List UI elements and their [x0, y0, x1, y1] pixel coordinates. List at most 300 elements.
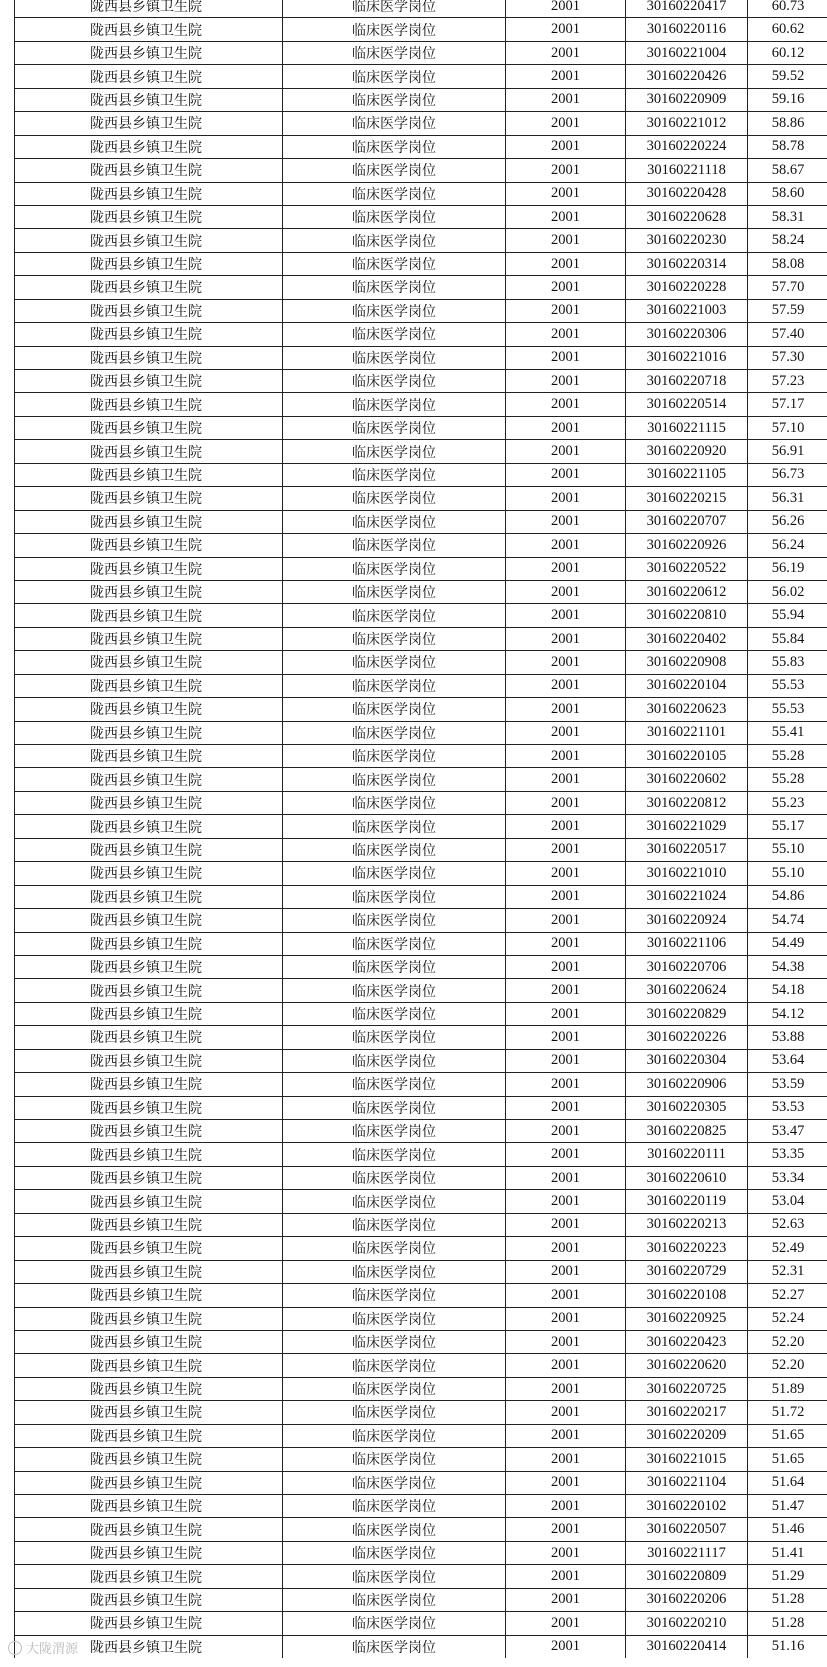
post-code-cell: 2001 — [506, 651, 626, 674]
ticket-number-cell: 30160220226 — [626, 1026, 748, 1049]
table-row — [15, 651, 827, 674]
post-code-cell: 2001 — [506, 1307, 626, 1330]
table-row — [15, 1284, 827, 1307]
score-cell: 51.65 — [748, 1448, 827, 1471]
score-cell: 55.83 — [748, 651, 827, 674]
unit-cell: 陇西县乡镇卫生院 — [15, 557, 283, 580]
unit-cell: 陇西县乡镇卫生院 — [15, 229, 283, 252]
table-row — [15, 698, 827, 721]
ticket-number-cell: 30160220725 — [626, 1377, 748, 1400]
score-cell: 57.17 — [748, 393, 827, 416]
score-cell: 51.16 — [748, 1635, 827, 1658]
unit-cell: 陇西县乡镇卫生院 — [15, 205, 283, 228]
unit-cell: 陇西县乡镇卫生院 — [15, 112, 283, 135]
table-row — [15, 510, 827, 533]
ticket-number-cell: 30160220623 — [626, 698, 748, 721]
score-cell: 55.53 — [748, 674, 827, 697]
post-cell: 临床医学岗位 — [283, 557, 506, 580]
table-row — [15, 299, 827, 322]
post-cell: 临床医学岗位 — [283, 932, 506, 955]
post-cell: 临床医学岗位 — [283, 1002, 506, 1025]
table-row — [15, 1237, 827, 1260]
ticket-number-cell: 30160220809 — [626, 1565, 748, 1588]
score-cell: 56.19 — [748, 557, 827, 580]
ticket-number-cell: 30160220111 — [626, 1143, 748, 1166]
score-cell: 55.28 — [748, 768, 827, 791]
post-code-cell: 2001 — [506, 955, 626, 978]
unit-cell: 陇西县乡镇卫生院 — [15, 885, 283, 908]
score-cell: 58.31 — [748, 205, 827, 228]
table-row — [15, 1401, 827, 1424]
ticket-number-cell: 30160220306 — [626, 323, 748, 346]
ticket-number-cell: 30160220402 — [626, 627, 748, 650]
table-row — [15, 1330, 827, 1353]
ticket-number-cell: 30160220628 — [626, 205, 748, 228]
unit-cell: 陇西县乡镇卫生院 — [15, 721, 283, 744]
ticket-number-cell: 30160220908 — [626, 651, 748, 674]
unit-cell: 陇西县乡镇卫生院 — [15, 838, 283, 861]
score-cell: 54.86 — [748, 885, 827, 908]
post-code-cell: 2001 — [506, 1471, 626, 1494]
post-cell: 临床医学岗位 — [283, 745, 506, 768]
post-code-cell: 2001 — [506, 1237, 626, 1260]
unit-cell: 陇西县乡镇卫生院 — [15, 1518, 283, 1541]
post-code-cell: 2001 — [506, 698, 626, 721]
ticket-number-cell: 30160221118 — [626, 159, 748, 182]
score-cell: 55.10 — [748, 862, 827, 885]
unit-cell: 陇西县乡镇卫生院 — [15, 159, 283, 182]
post-cell: 临床医学岗位 — [283, 135, 506, 158]
table-row — [15, 1190, 827, 1213]
post-code-cell: 2001 — [506, 41, 626, 64]
table-row — [15, 1026, 827, 1049]
table-row — [15, 370, 827, 393]
watermark — [8, 1638, 78, 1657]
post-code-cell: 2001 — [506, 205, 626, 228]
post-cell: 临床医学岗位 — [283, 229, 506, 252]
ticket-number-cell: 30160220612 — [626, 580, 748, 603]
post-cell: 临床医学岗位 — [283, 510, 506, 533]
post-cell: 临床医学岗位 — [283, 1260, 506, 1283]
ticket-number-cell: 30160220230 — [626, 229, 748, 252]
post-cell: 临床医学岗位 — [283, 1635, 506, 1658]
results-table — [14, 0, 827, 1658]
unit-cell: 陇西县乡镇卫生院 — [15, 88, 283, 111]
table-row — [15, 393, 827, 416]
post-cell: 临床医学岗位 — [283, 604, 506, 627]
score-cell: 54.12 — [748, 1002, 827, 1025]
ticket-number-cell: 30160221105 — [626, 463, 748, 486]
post-cell: 临床医学岗位 — [283, 1213, 506, 1236]
unit-cell: 陇西县乡镇卫生院 — [15, 791, 283, 814]
score-cell: 51.65 — [748, 1424, 827, 1447]
ticket-number-cell: 30160220417 — [626, 0, 748, 18]
post-code-cell: 2001 — [506, 1026, 626, 1049]
post-code-cell: 2001 — [506, 1495, 626, 1518]
unit-cell: 陇西县乡镇卫生院 — [15, 627, 283, 650]
unit-cell: 陇西县乡镇卫生院 — [15, 346, 283, 369]
post-cell: 临床医学岗位 — [283, 393, 506, 416]
score-cell: 59.16 — [748, 88, 827, 111]
score-cell: 55.94 — [748, 604, 827, 627]
unit-cell: 陇西县乡镇卫生院 — [15, 1284, 283, 1307]
table-row — [15, 65, 827, 88]
score-cell: 57.59 — [748, 299, 827, 322]
table-row — [15, 1073, 827, 1096]
score-cell: 57.30 — [748, 346, 827, 369]
score-cell: 56.31 — [748, 487, 827, 510]
unit-cell: 陇西县乡镇卫生院 — [15, 1354, 283, 1377]
post-cell: 临床医学岗位 — [283, 698, 506, 721]
post-code-cell: 2001 — [506, 0, 626, 18]
score-cell: 51.46 — [748, 1518, 827, 1541]
table-row — [15, 88, 827, 111]
table-row — [15, 1424, 827, 1447]
table-row — [15, 534, 827, 557]
post-cell: 临床医学岗位 — [283, 651, 506, 674]
ticket-number-cell: 30160220119 — [626, 1190, 748, 1213]
ticket-number-cell: 30160220610 — [626, 1166, 748, 1189]
table-row — [15, 1518, 827, 1541]
post-code-cell: 2001 — [506, 932, 626, 955]
watermark-text: 大陇渭源 — [26, 1642, 79, 1657]
unit-cell: 陇西县乡镇卫生院 — [15, 416, 283, 439]
unit-cell: 陇西县乡镇卫生院 — [15, 1588, 283, 1611]
post-cell: 临床医学岗位 — [283, 1354, 506, 1377]
post-code-cell: 2001 — [506, 1635, 626, 1658]
post-cell: 临床医学岗位 — [283, 463, 506, 486]
post-code-cell: 2001 — [506, 440, 626, 463]
ticket-number-cell: 30160220209 — [626, 1424, 748, 1447]
score-cell: 58.86 — [748, 112, 827, 135]
post-cell: 临床医学岗位 — [283, 323, 506, 346]
score-cell: 55.53 — [748, 698, 827, 721]
post-code-cell: 2001 — [506, 604, 626, 627]
score-cell: 57.10 — [748, 416, 827, 439]
post-cell: 临床医学岗位 — [283, 18, 506, 41]
table-row — [15, 1307, 827, 1330]
post-code-cell: 2001 — [506, 1284, 626, 1307]
ticket-number-cell: 30160220116 — [626, 18, 748, 41]
post-code-cell: 2001 — [506, 1096, 626, 1119]
unit-cell: 陇西县乡镇卫生院 — [15, 1166, 283, 1189]
score-cell: 51.47 — [748, 1495, 827, 1518]
unit-cell: 陇西县乡镇卫生院 — [15, 276, 283, 299]
post-cell: 临床医学岗位 — [283, 252, 506, 275]
score-cell: 55.23 — [748, 791, 827, 814]
post-cell: 临床医学岗位 — [283, 955, 506, 978]
unit-cell: 陇西县乡镇卫生院 — [15, 1237, 283, 1260]
score-cell: 56.91 — [748, 440, 827, 463]
table-row — [15, 862, 827, 885]
score-cell: 56.26 — [748, 510, 827, 533]
post-code-cell: 2001 — [506, 1448, 626, 1471]
unit-cell: 陇西县乡镇卫生院 — [15, 955, 283, 978]
post-cell: 临床医学岗位 — [283, 1049, 506, 1072]
unit-cell: 陇西县乡镇卫生院 — [15, 1307, 283, 1330]
post-code-cell: 2001 — [506, 88, 626, 111]
post-cell: 临床医学岗位 — [283, 580, 506, 603]
table-row — [15, 1495, 827, 1518]
post-code-cell: 2001 — [506, 18, 626, 41]
ticket-number-cell: 30160221024 — [626, 885, 748, 908]
ticket-number-cell: 30160220706 — [626, 955, 748, 978]
unit-cell: 陇西县乡镇卫生院 — [15, 1260, 283, 1283]
ticket-number-cell: 30160220105 — [626, 745, 748, 768]
score-cell: 55.84 — [748, 627, 827, 650]
unit-cell: 陇西县乡镇卫生院 — [15, 1635, 283, 1658]
post-cell: 临床医学岗位 — [283, 1143, 506, 1166]
score-cell: 55.41 — [748, 721, 827, 744]
ticket-number-cell: 30160220810 — [626, 604, 748, 627]
score-cell: 53.53 — [748, 1096, 827, 1119]
post-cell: 临床医学岗位 — [283, 1377, 506, 1400]
post-code-cell: 2001 — [506, 323, 626, 346]
unit-cell: 陇西县乡镇卫生院 — [15, 745, 283, 768]
unit-cell: 陇西县乡镇卫生院 — [15, 815, 283, 838]
unit-cell: 陇西县乡镇卫生院 — [15, 1377, 283, 1400]
table-row — [15, 205, 827, 228]
score-cell: 52.31 — [748, 1260, 827, 1283]
table-row — [15, 416, 827, 439]
table-row — [15, 604, 827, 627]
post-cell: 临床医学岗位 — [283, 182, 506, 205]
post-cell: 临床医学岗位 — [283, 768, 506, 791]
post-cell: 临床医学岗位 — [283, 1424, 506, 1447]
table-row — [15, 838, 827, 861]
post-cell: 临床医学岗位 — [283, 1166, 506, 1189]
score-cell: 52.20 — [748, 1330, 827, 1353]
score-cell: 56.73 — [748, 463, 827, 486]
table-row — [15, 909, 827, 932]
unit-cell: 陇西县乡镇卫生院 — [15, 65, 283, 88]
unit-cell: 陇西县乡镇卫生院 — [15, 1143, 283, 1166]
post-code-cell: 2001 — [506, 1541, 626, 1564]
post-code-cell: 2001 — [506, 346, 626, 369]
score-cell: 58.60 — [748, 182, 827, 205]
table-row — [15, 932, 827, 955]
post-cell: 临床医学岗位 — [283, 1026, 506, 1049]
unit-cell: 陇西县乡镇卫生院 — [15, 463, 283, 486]
post-code-cell: 2001 — [506, 1612, 626, 1635]
post-code-cell: 2001 — [506, 299, 626, 322]
post-code-cell: 2001 — [506, 909, 626, 932]
post-code-cell: 2001 — [506, 721, 626, 744]
unit-cell: 陇西县乡镇卫生院 — [15, 1565, 283, 1588]
table-row — [15, 885, 827, 908]
table-row — [15, 721, 827, 744]
score-cell: 56.02 — [748, 580, 827, 603]
ticket-number-cell: 30160220507 — [626, 1518, 748, 1541]
score-cell: 51.41 — [748, 1541, 827, 1564]
post-code-cell: 2001 — [506, 745, 626, 768]
post-cell: 临床医学岗位 — [283, 1518, 506, 1541]
table-row — [15, 252, 827, 275]
post-code-cell: 2001 — [506, 1260, 626, 1283]
post-code-cell: 2001 — [506, 627, 626, 650]
score-cell: 51.29 — [748, 1565, 827, 1588]
post-code-cell: 2001 — [506, 229, 626, 252]
score-cell: 57.40 — [748, 323, 827, 346]
post-cell: 临床医学岗位 — [283, 1541, 506, 1564]
post-cell: 临床医学岗位 — [283, 1073, 506, 1096]
table-row — [15, 627, 827, 650]
table-row — [15, 557, 827, 580]
post-code-cell: 2001 — [506, 463, 626, 486]
post-cell: 临床医学岗位 — [283, 88, 506, 111]
unit-cell: 陇西县乡镇卫生院 — [15, 1541, 283, 1564]
table-row — [15, 182, 827, 205]
ticket-number-cell: 30160220104 — [626, 674, 748, 697]
score-cell: 60.73 — [748, 0, 827, 18]
table-row — [15, 229, 827, 252]
unit-cell: 陇西县乡镇卫生院 — [15, 182, 283, 205]
post-code-cell: 2001 — [506, 580, 626, 603]
score-cell: 53.88 — [748, 1026, 827, 1049]
score-cell: 60.12 — [748, 41, 827, 64]
unit-cell: 陇西县乡镇卫生院 — [15, 370, 283, 393]
unit-cell: 陇西县乡镇卫生院 — [15, 1120, 283, 1143]
ticket-number-cell: 30160220108 — [626, 1284, 748, 1307]
ticket-number-cell: 30160220223 — [626, 1237, 748, 1260]
table-row — [15, 487, 827, 510]
score-cell: 54.49 — [748, 932, 827, 955]
post-code-cell: 2001 — [506, 112, 626, 135]
post-cell: 临床医学岗位 — [283, 276, 506, 299]
unit-cell: 陇西县乡镇卫生院 — [15, 932, 283, 955]
table-row — [15, 1049, 827, 1072]
unit-cell: 陇西县乡镇卫生院 — [15, 651, 283, 674]
score-cell: 60.62 — [748, 18, 827, 41]
post-code-cell: 2001 — [506, 1424, 626, 1447]
post-cell: 临床医学岗位 — [283, 838, 506, 861]
post-cell: 临床医学岗位 — [283, 299, 506, 322]
unit-cell: 陇西县乡镇卫生院 — [15, 1471, 283, 1494]
table-row — [15, 1260, 827, 1283]
score-cell: 52.49 — [748, 1237, 827, 1260]
post-code-cell: 2001 — [506, 674, 626, 697]
post-code-cell: 2001 — [506, 1120, 626, 1143]
post-cell: 临床医学岗位 — [283, 112, 506, 135]
score-cell: 53.47 — [748, 1120, 827, 1143]
post-cell: 临床医学岗位 — [283, 534, 506, 557]
unit-cell: 陇西县乡镇卫生院 — [15, 393, 283, 416]
post-code-cell: 2001 — [506, 838, 626, 861]
table-row — [15, 955, 827, 978]
score-cell: 51.28 — [748, 1612, 827, 1635]
unit-cell: 陇西县乡镇卫生院 — [15, 487, 283, 510]
watermark-icon — [8, 1641, 22, 1655]
table-row — [15, 745, 827, 768]
table-row — [15, 135, 827, 158]
results-table-body — [15, 0, 827, 1658]
ticket-number-cell: 30160220102 — [626, 1495, 748, 1518]
post-code-cell: 2001 — [506, 1330, 626, 1353]
score-cell: 55.17 — [748, 815, 827, 838]
table-row — [15, 1002, 827, 1025]
table-row — [15, 1143, 827, 1166]
unit-cell: 陇西县乡镇卫生院 — [15, 862, 283, 885]
post-code-cell: 2001 — [506, 885, 626, 908]
post-cell: 临床医学岗位 — [283, 815, 506, 838]
post-cell: 临床医学岗位 — [283, 721, 506, 744]
score-cell: 53.35 — [748, 1143, 827, 1166]
ticket-number-cell: 30160220718 — [626, 370, 748, 393]
table-row — [15, 1166, 827, 1189]
post-code-cell: 2001 — [506, 159, 626, 182]
ticket-number-cell: 30160221106 — [626, 932, 748, 955]
table-row — [15, 1354, 827, 1377]
post-cell: 临床医学岗位 — [283, 0, 506, 18]
score-cell: 58.78 — [748, 135, 827, 158]
post-code-cell: 2001 — [506, 182, 626, 205]
score-cell: 59.52 — [748, 65, 827, 88]
ticket-number-cell: 30160220924 — [626, 909, 748, 932]
post-cell: 临床医学岗位 — [283, 909, 506, 932]
table-row — [15, 815, 827, 838]
ticket-number-cell: 30160220624 — [626, 979, 748, 1002]
post-code-cell: 2001 — [506, 1002, 626, 1025]
ticket-number-cell: 30160221004 — [626, 41, 748, 64]
score-cell: 56.24 — [748, 534, 827, 557]
unit-cell: 陇西县乡镇卫生院 — [15, 604, 283, 627]
table-row — [15, 18, 827, 41]
ticket-number-cell: 30160220829 — [626, 1002, 748, 1025]
post-cell: 临床医学岗位 — [283, 979, 506, 1002]
unit-cell: 陇西县乡镇卫生院 — [15, 1096, 283, 1119]
post-code-cell: 2001 — [506, 1377, 626, 1400]
ticket-number-cell: 30160220906 — [626, 1073, 748, 1096]
ticket-number-cell: 30160220514 — [626, 393, 748, 416]
post-cell: 临床医学岗位 — [283, 1307, 506, 1330]
post-cell: 临床医学岗位 — [283, 674, 506, 697]
ticket-number-cell: 30160221016 — [626, 346, 748, 369]
table-row — [15, 276, 827, 299]
ticket-number-cell: 30160220210 — [626, 1612, 748, 1635]
ticket-number-cell: 30160220812 — [626, 791, 748, 814]
ticket-number-cell: 30160220825 — [626, 1120, 748, 1143]
score-cell: 54.18 — [748, 979, 827, 1002]
unit-cell: 陇西县乡镇卫生院 — [15, 135, 283, 158]
table-row — [15, 1471, 827, 1494]
table-row — [15, 1588, 827, 1611]
ticket-number-cell: 30160220228 — [626, 276, 748, 299]
post-cell: 临床医学岗位 — [283, 1612, 506, 1635]
ticket-number-cell: 30160220213 — [626, 1213, 748, 1236]
ticket-number-cell: 30160220304 — [626, 1049, 748, 1072]
table-row — [15, 1541, 827, 1564]
post-cell: 临床医学岗位 — [283, 862, 506, 885]
score-cell: 53.64 — [748, 1049, 827, 1072]
ticket-number-cell: 30160220729 — [626, 1260, 748, 1283]
post-code-cell: 2001 — [506, 1166, 626, 1189]
post-cell: 临床医学岗位 — [283, 370, 506, 393]
ticket-number-cell: 30160221117 — [626, 1541, 748, 1564]
post-cell: 临床医学岗位 — [283, 205, 506, 228]
post-cell: 临床医学岗位 — [283, 1471, 506, 1494]
post-code-cell: 2001 — [506, 768, 626, 791]
ticket-number-cell: 30160220909 — [626, 88, 748, 111]
post-cell: 临床医学岗位 — [283, 1237, 506, 1260]
unit-cell: 陇西县乡镇卫生院 — [15, 768, 283, 791]
post-cell: 临床医学岗位 — [283, 1190, 506, 1213]
post-code-cell: 2001 — [506, 1565, 626, 1588]
ticket-number-cell: 30160220925 — [626, 1307, 748, 1330]
post-code-cell: 2001 — [506, 1190, 626, 1213]
unit-cell: 陇西县乡镇卫生院 — [15, 1330, 283, 1353]
table-row — [15, 1612, 827, 1635]
ticket-number-cell: 30160220305 — [626, 1096, 748, 1119]
